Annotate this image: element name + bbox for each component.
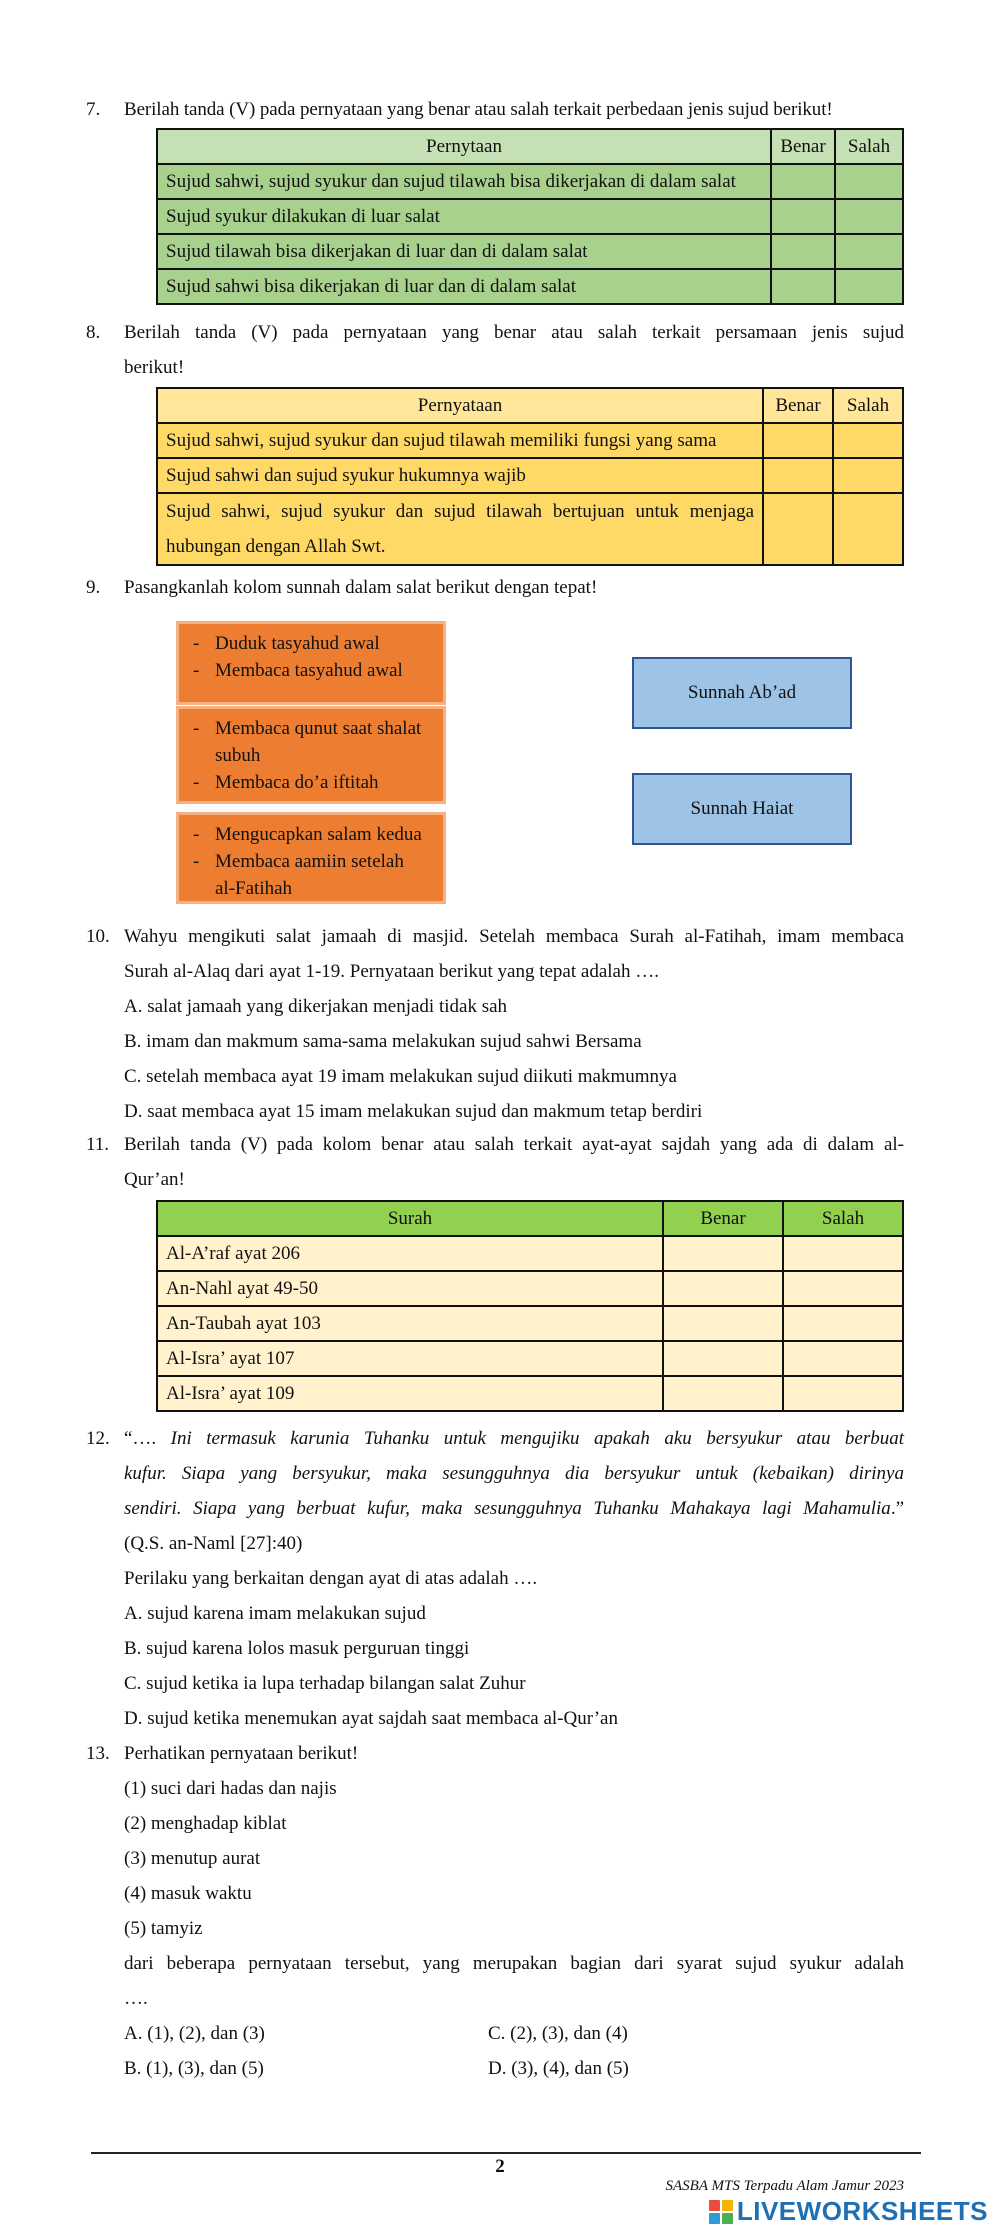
footer-credit: SASBA MTS Terpadu Alam Jamur 2023 xyxy=(665,2178,904,2194)
statement-line: Sujud sahwi, sujud syukur dan sujud tilawah bertujuan untuk menjaga xyxy=(166,501,754,522)
table-row xyxy=(157,234,903,269)
statement-cell: Sujud sahwi dan sujud syukur hukumnya wajib xyxy=(157,458,763,493)
salah-checkbox-cell[interactable] xyxy=(783,1306,903,1341)
question-7 xyxy=(86,92,904,127)
match-text: Membaca tasyahud awal xyxy=(215,660,403,681)
match-text: Membaca do’a iftitah xyxy=(215,772,379,793)
quote-line: sendiri. Siapa yang berbuat kufur, maka sesungguhnya Tuhanku Mahakaya lagi Mahamulia.” xyxy=(124,1498,904,1519)
statement-cell xyxy=(157,493,763,565)
option-b[interactable]: B. (1), (3), dan (5) xyxy=(124,2058,264,2079)
benar-checkbox-cell[interactable] xyxy=(771,269,835,304)
option-c[interactable]: C. sujud ketika ia lupa terhadap bilangan salat Zuhur xyxy=(124,1673,526,1694)
surah-cell: An-Taubah ayat 103 xyxy=(157,1306,663,1341)
surah-cell: Al-Isra’ ayat 109 xyxy=(157,1376,663,1411)
match-text: Membaca qunut saat shalat subuh xyxy=(215,718,422,766)
benar-checkbox-cell[interactable] xyxy=(771,164,835,199)
salah-checkbox-cell[interactable] xyxy=(783,1271,903,1306)
salah-checkbox-cell[interactable] xyxy=(833,458,903,493)
table-row xyxy=(157,199,903,234)
statement-item: (3) menutup aurat xyxy=(124,1848,261,1869)
table-header: Benar xyxy=(771,129,835,164)
salah-checkbox-cell[interactable] xyxy=(835,234,903,269)
question-text: Perhatikan pernyataan berikut! xyxy=(124,1743,359,1764)
statement-cell: Sujud sahwi, sujud syukur dan sujud tilawah memiliki fungsi yang sama xyxy=(157,423,763,458)
match-item-3[interactable]: - Mengucapkan salam kedua - Membaca aamiin setelah al-Fatihah xyxy=(176,812,446,904)
match-item-2[interactable]: - Membaca qunut saat shalat subuh - Membaca do’a iftitah xyxy=(176,706,446,804)
benar-checkbox-cell[interactable] xyxy=(663,1376,783,1411)
statement-item: (1) suci dari hadas dan najis xyxy=(124,1778,337,1799)
surah-cell: Al-A’raf ayat 206 xyxy=(157,1236,663,1271)
footer-divider xyxy=(91,2152,921,2154)
salah-checkbox-cell[interactable] xyxy=(835,269,903,304)
question-10 xyxy=(86,919,904,1129)
table-row xyxy=(157,1306,903,1341)
question-text: Berilah tanda (V) pada kolom benar atau salah terkait ayat-ayat sajdah yang ada di dalam al- xyxy=(124,1134,904,1155)
table-row xyxy=(157,164,903,199)
question-12 xyxy=(86,1421,904,1736)
table-row xyxy=(157,458,903,493)
match-target-sunnah-abad[interactable]: Sunnah Ab’ad xyxy=(632,657,852,729)
statement-cell: Sujud sahwi, sujud syukur dan sujud tilawah bisa dikerjakan di dalam salat xyxy=(157,164,771,199)
question-text: Berilah tanda (V) pada pernyataan yang benar atau salah terkait persamaan jenis sujud xyxy=(124,322,904,343)
surah-cell: Al-Isra’ ayat 107 xyxy=(157,1341,663,1376)
question-text: Qur’an! xyxy=(124,1169,185,1190)
table-row xyxy=(157,1236,903,1271)
table-header: Benar xyxy=(763,388,833,423)
q7-table xyxy=(156,128,904,305)
table-header: Benar xyxy=(663,1201,783,1236)
q8-table xyxy=(156,387,904,566)
question-text: Wahyu mengikuti salat jamaah di masjid. Setelah membaca Surah al-Fatihah, imam membaca xyxy=(124,926,904,947)
benar-checkbox-cell[interactable] xyxy=(663,1271,783,1306)
salah-checkbox-cell[interactable] xyxy=(833,493,903,565)
question-number: 7. xyxy=(86,99,101,120)
question-number: 10. xyxy=(86,926,110,947)
option-d[interactable]: D. saat membaca ayat 15 imam melakukan sujud dan makmum tetap berdiri xyxy=(124,1101,703,1122)
statement-cell: Sujud sahwi bisa dikerjakan di luar dan di dalam salat xyxy=(157,269,771,304)
benar-checkbox-cell[interactable] xyxy=(763,423,833,458)
option-d[interactable]: D. (3), (4), dan (5) xyxy=(488,2058,629,2079)
option-b[interactable]: B. imam dan makmum sama-sama melakukan sujud sahwi Bersama xyxy=(124,1031,642,1052)
question-text: Berilah tanda (V) pada pernyataan yang benar atau salah terkait perbedaan jenis sujud berikut! xyxy=(124,99,833,120)
option-c[interactable]: C. (2), (3), dan (4) xyxy=(488,2023,628,2044)
question-number: 13. xyxy=(86,1743,110,1764)
table-row xyxy=(157,1341,903,1376)
quote-reference: (Q.S. an-Naml [27]:40) xyxy=(124,1533,303,1554)
statement-cell: Sujud tilawah bisa dikerjakan di luar dan di dalam salat xyxy=(157,234,771,269)
salah-checkbox-cell[interactable] xyxy=(833,423,903,458)
option-a[interactable]: A. (1), (2), dan (3) xyxy=(124,2023,265,2044)
table-row xyxy=(157,1376,903,1411)
question-number: 8. xyxy=(86,322,101,343)
table-header: Salah xyxy=(783,1201,903,1236)
table-header: Pernyataan xyxy=(157,388,763,423)
benar-checkbox-cell[interactable] xyxy=(663,1306,783,1341)
question-text: Perilaku yang berkaitan dengan ayat di atas adalah …. xyxy=(124,1568,538,1589)
benar-checkbox-cell[interactable] xyxy=(663,1236,783,1271)
option-b[interactable]: B. sujud karena lolos masuk perguruan tinggi xyxy=(124,1638,470,1659)
liveworksheets-logo[interactable] xyxy=(709,2196,988,2227)
table-header: Salah xyxy=(835,129,903,164)
table-row xyxy=(157,493,903,565)
salah-checkbox-cell[interactable] xyxy=(783,1341,903,1376)
question-text: Pasangkanlah kolom sunnah dalam salat berikut dengan tepat! xyxy=(124,577,598,598)
question-13 xyxy=(86,1736,904,2086)
surah-cell: An-Nahl ayat 49-50 xyxy=(157,1271,663,1306)
statement-item: (4) masuk waktu xyxy=(124,1883,252,1904)
salah-checkbox-cell[interactable] xyxy=(835,199,903,234)
match-target-sunnah-haiat[interactable]: Sunnah Haiat xyxy=(632,773,852,845)
table-row xyxy=(157,269,903,304)
page-number: 2 xyxy=(495,2156,505,2177)
salah-checkbox-cell[interactable] xyxy=(835,164,903,199)
table-header: Pernytaan xyxy=(157,129,771,164)
liveworksheets-logo-icon xyxy=(709,2200,733,2224)
quote-line: “…. Ini termasuk karunia Tuhanku untuk mengujiku apakah aku bersyukur atau berbuat xyxy=(124,1428,904,1449)
question-text: Surah al-Alaq dari ayat 1-19. Pernyataan berikut yang tepat adalah …. xyxy=(124,961,659,982)
question-text: …. xyxy=(124,1988,148,2009)
option-d[interactable]: D. sujud ketika menemukan ayat sajdah saat membaca al-Qur’an xyxy=(124,1708,618,1729)
table-row xyxy=(157,1271,903,1306)
statement-line: hubungan dengan Allah Swt. xyxy=(166,536,386,557)
question-number: 12. xyxy=(86,1428,110,1449)
benar-checkbox-cell[interactable] xyxy=(763,493,833,565)
table-row xyxy=(157,423,903,458)
question-text: dari beberapa pernyataan tersebut, yang merupakan bagian dari syarat sujud syukur adalah xyxy=(124,1953,904,1974)
question-8 xyxy=(86,315,904,385)
question-text: berikut! xyxy=(124,357,185,378)
statement-item: (2) menghadap kiblat xyxy=(124,1813,287,1834)
benar-checkbox-cell[interactable] xyxy=(771,199,835,234)
option-a[interactable]: A. sujud karena imam melakukan sujud xyxy=(124,1603,426,1624)
benar-checkbox-cell[interactable] xyxy=(663,1341,783,1376)
statement-cell: Sujud syukur dilakukan di luar salat xyxy=(157,199,771,234)
match-text: Mengucapkan salam kedua xyxy=(215,824,422,845)
question-number: 11. xyxy=(86,1134,110,1155)
question-9 xyxy=(86,570,904,605)
option-a[interactable]: A. salat jamaah yang dikerjakan menjadi tidak sah xyxy=(124,996,508,1017)
match-text: Duduk tasyahud awal xyxy=(215,633,380,654)
benar-checkbox-cell[interactable] xyxy=(763,458,833,493)
match-text: Membaca aamiin setelah al-Fatihah xyxy=(215,851,404,899)
salah-checkbox-cell[interactable] xyxy=(783,1236,903,1271)
question-11 xyxy=(86,1127,904,1197)
match-item-1[interactable]: - Duduk tasyahud awal - Membaca tasyahud awal xyxy=(176,621,446,705)
table-header: Surah xyxy=(157,1201,663,1236)
table-header: Salah xyxy=(833,388,903,423)
salah-checkbox-cell[interactable] xyxy=(783,1376,903,1411)
quote-line: kufur. Siapa yang bersyukur, maka sesungguhnya dia bersyukur untuk (kebaikan) dirinya xyxy=(124,1463,904,1484)
option-c[interactable]: C. setelah membaca ayat 19 imam melakukan sujud diikuti makmumnya xyxy=(124,1066,677,1087)
q11-table xyxy=(156,1200,904,1412)
benar-checkbox-cell[interactable] xyxy=(771,234,835,269)
statement-item: (5) tamyiz xyxy=(124,1918,203,1939)
question-number: 9. xyxy=(86,577,101,598)
brand-name: LIVEWORKSHEETS xyxy=(736,2196,988,2226)
